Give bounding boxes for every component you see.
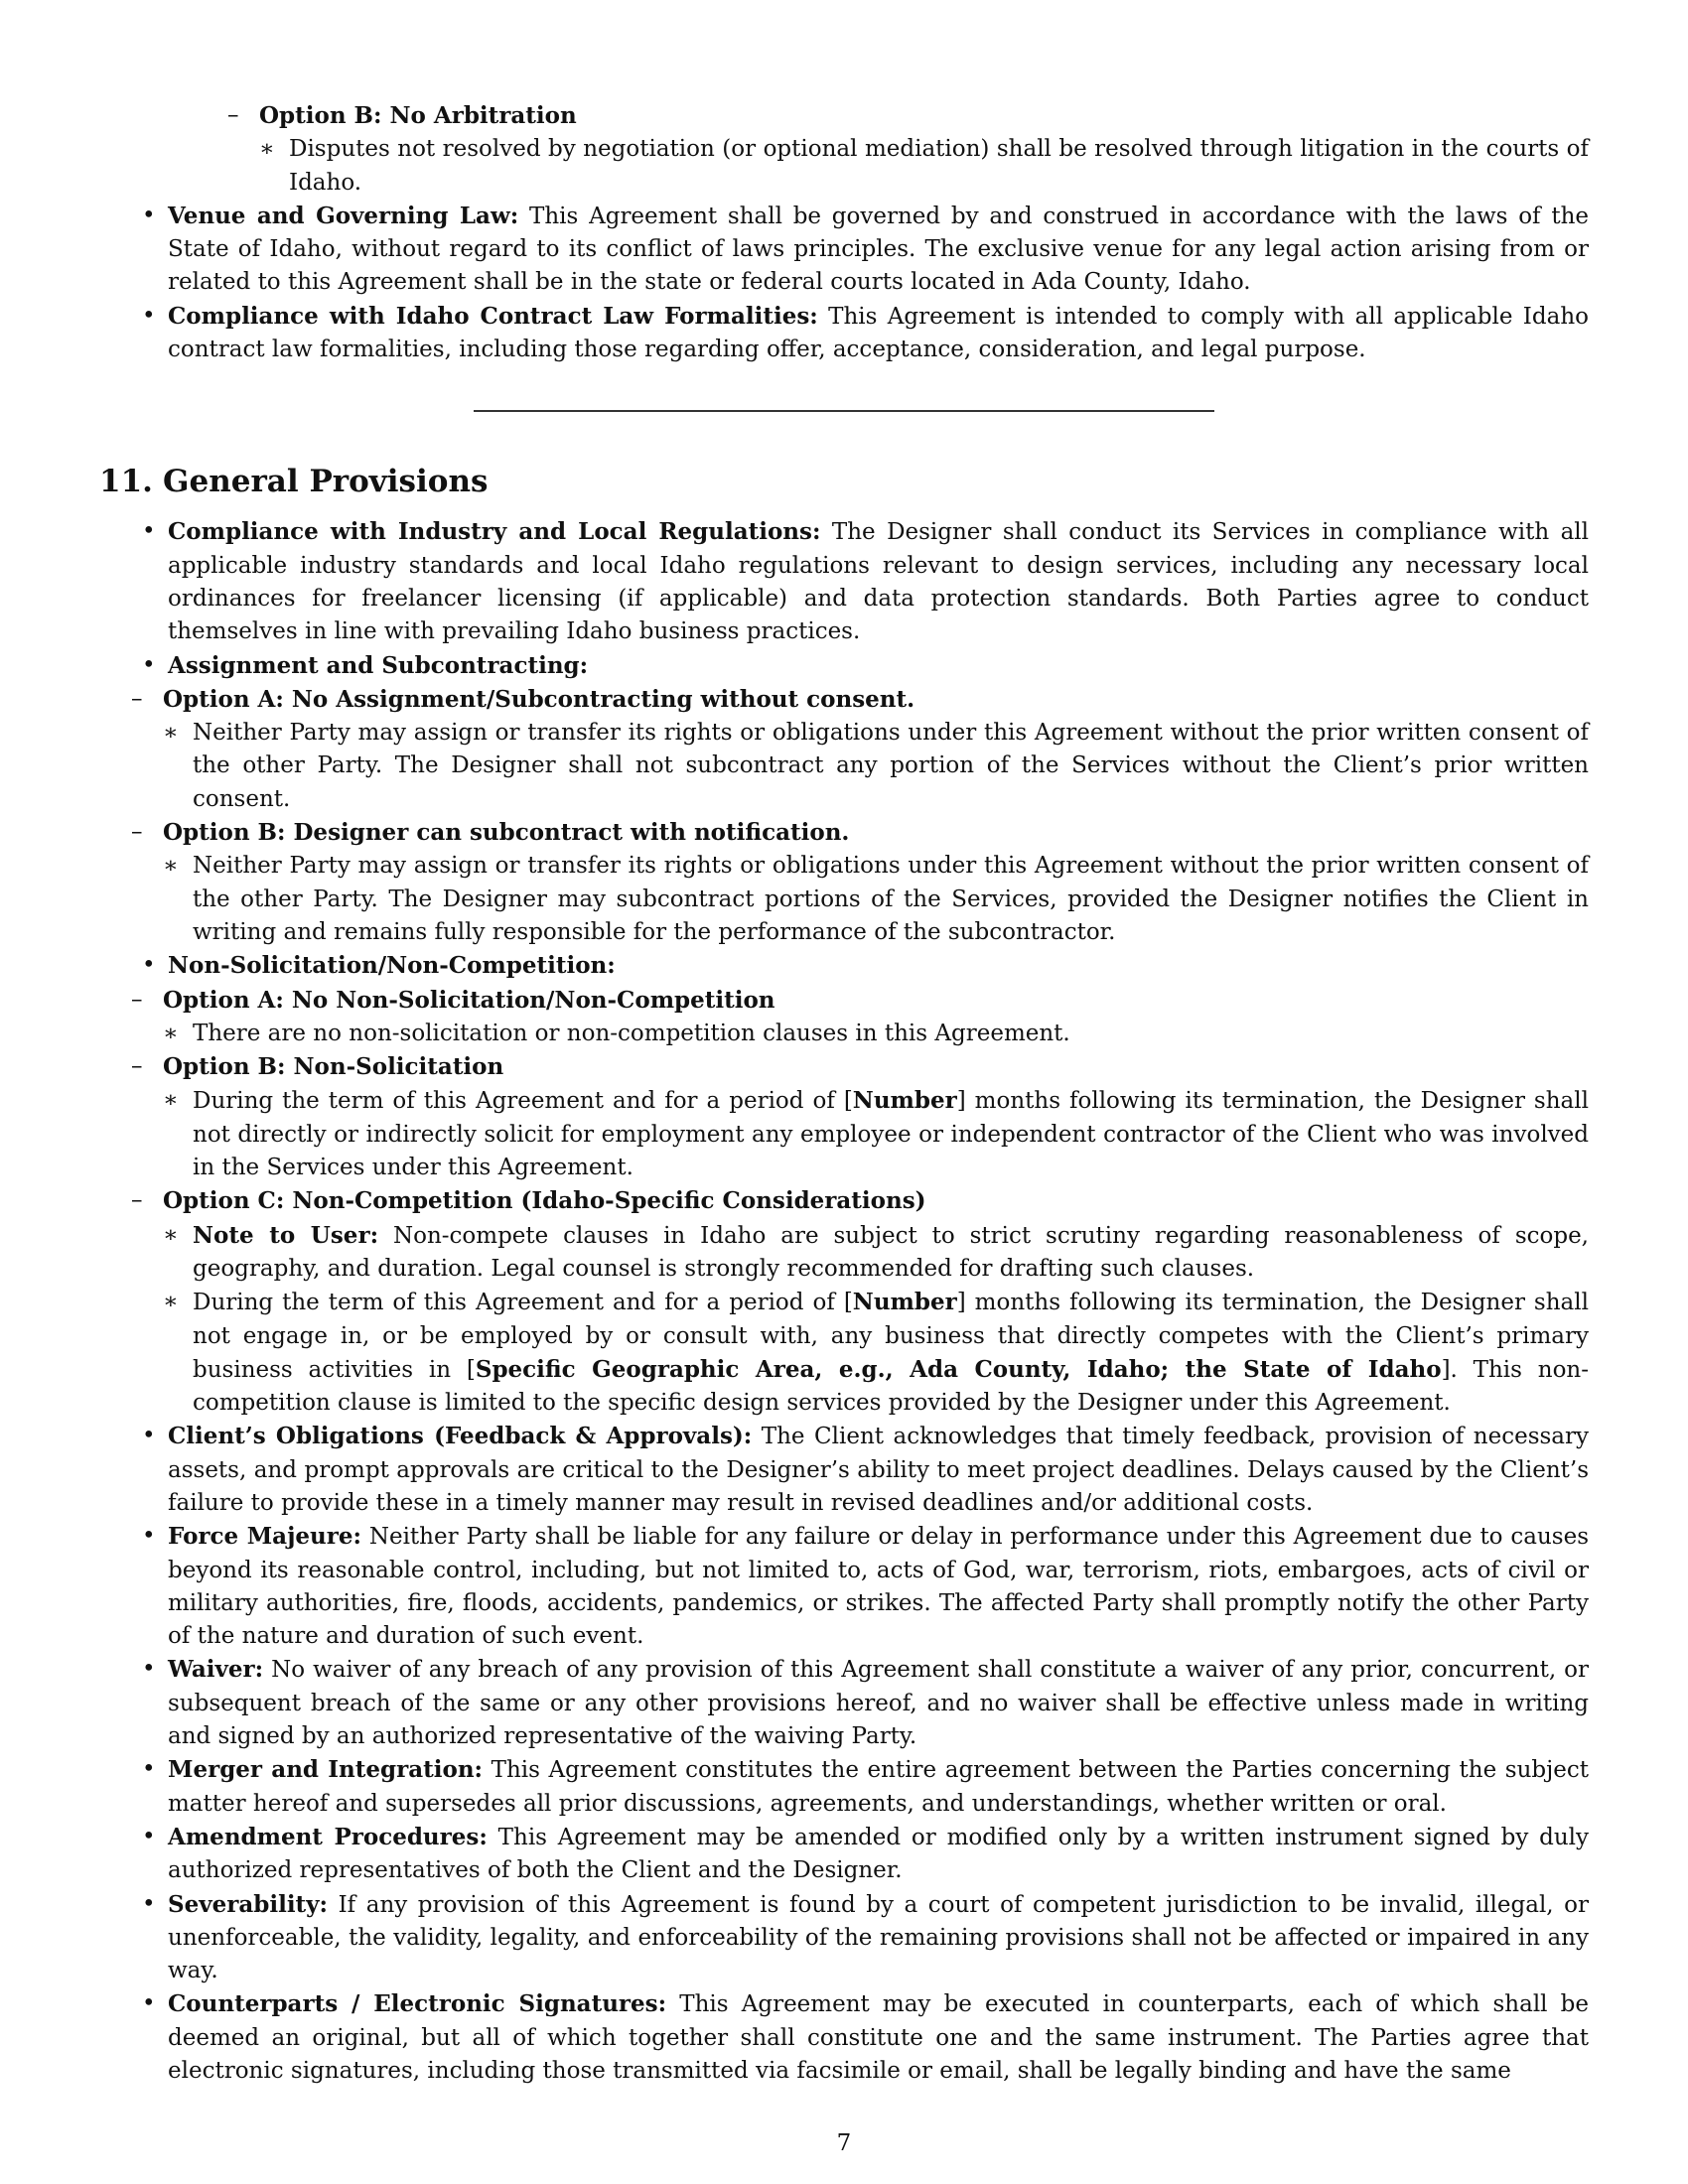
assignment-option-a-title: Option A: No Assignment/Subcontracting without consent. <box>163 685 915 713</box>
assignment-option-b <box>131 816 1589 949</box>
client-obligations-label: Client’s Obligations (Feedback & Approvals): <box>168 1423 753 1450</box>
non-compete-text-start: During the term of this Agreement and for a period of [ <box>193 1290 853 1316</box>
non-solicitation-option-a-title: Option A: No Non-Solicitation/Non-Competition <box>163 986 775 1014</box>
general-provisions-list <box>99 515 1589 2088</box>
assignment-options <box>131 683 1589 949</box>
severability-text: If any provision of this Agreement is found by a court of competent jurisdiction to be invalid, illegal, or unenforceable, the validity, legality, and enforceability of the remaining provisions shall not be affected or impaired in any way. <box>168 1891 1589 1984</box>
non-solicitation-option-b-details <box>163 1084 1589 1184</box>
non-solicitation-option-c-title: Option C: Non-Competition (Idaho-Specific Considerations) <box>163 1187 926 1215</box>
merger-label: Merger and Integration: <box>168 1756 484 1784</box>
non-solicitation-option-b-text-end: ] months following its termination, the Designer shall not directly or indirectly solicit for employment any employee or independent contractor of the Client who was involved in the Services under this Agreement. <box>193 1088 1589 1181</box>
assignment-option-b-text: ∗ Neither Party may assign or transfer its rights or obligations under this Agreement without the prior written consent of the other Party. The Designer may subcontract portions of the Services, provided the Designer notifies the Client in writing and remains fully responsible for the performance of the subcontractor. <box>163 850 1589 949</box>
non-compete-note-label: Note to User: <box>193 1221 379 1249</box>
non-solicitation-option-b <box>131 1050 1589 1184</box>
severability-clause <box>99 1888 1589 1988</box>
non-solicitation-label: Non-Solicitation/Non-Competition: <box>168 952 616 980</box>
venue-label: Venue and Governing Law: <box>168 202 519 229</box>
counterparts-clause <box>99 1987 1589 2088</box>
venue-text: This Agreement shall be governed by and construed in accordance with the laws of the State of Idaho, without regard to its conflict of laws principles. The exclusive venue for any legal action arising from or related to this Agreement shall be in the state or federal courts located in Ada County, Idaho. <box>168 203 1589 296</box>
non-compete-note-text: Non-compete clauses in Idaho are subject to strict scrutiny regarding reasonableness of scope, geography, and duration. Legal counsel is strongly recommended for drafting such clauses. <box>193 1222 1589 1282</box>
non-solicitation-option-c-details <box>163 1219 1589 1421</box>
force-majeure-label: Force Majeure: <box>168 1523 361 1551</box>
merger-clause <box>99 1753 1589 1821</box>
non-solicitation-option-c <box>131 1184 1589 1420</box>
compliance-text: The Designer shall conduct its Services in compliance with all applicable industry standards and local Idaho regulations relevant to design services, including any necessary local ordinances for freelancer licensing (if applicable) and data protection standards. Both Parties agree to conduct themselves in line with prevailing Idaho business practices. <box>168 519 1590 645</box>
page-number: 7 <box>836 2130 852 2156</box>
section-heading <box>99 462 1589 501</box>
non-solicitation-clause <box>99 949 1589 1420</box>
assignment-option-a <box>131 683 1589 816</box>
waiver-text: No waiver of any breach of any provision of this Agreement shall constitute a waiver of any prior, concurrent, or subsequent breach of the same or any other provisions hereof, and no waiver shall be effective unless made in writing and signed by an authorized representative of the waiving Party. <box>168 1657 1589 1750</box>
assignment-label: Assignment and Subcontracting: <box>168 651 589 679</box>
force-majeure-clause <box>99 1520 1589 1653</box>
severability-label: Severability: <box>168 1890 329 1918</box>
compliance-label: Compliance with Industry and Local Regulations: <box>168 518 821 546</box>
formalities-label: Compliance with Idaho Contract Law Formalities: <box>168 302 818 330</box>
section-title: General Provisions <box>163 464 489 500</box>
formalities-clause <box>99 300 1589 367</box>
section-divider <box>474 410 1214 412</box>
non-solicitation-option-b-text-start: During the term of this Agreement and for a period of [ <box>193 1088 853 1115</box>
merger-text: This Agreement constitutes the entire agreement between the Parties concerning the subject matter hereof and supersedes all prior discussions, agreements, and understandings, whether written or oral. <box>168 1757 1589 1817</box>
counterparts-text: This Agreement may be executed in counterparts, each of which shall be deemed an original, but all of which together shall constitute one and the same instrument. The Parties agree that electronic signatures, including those transmitted via facsimile or email, shall be legally binding and have the same <box>168 1991 1590 2085</box>
venue-clause <box>99 200 1589 300</box>
amendment-clause <box>99 1821 1589 1888</box>
arbitration-option-b-text: ∗ Disputes not resolved by negotiation (or optional mediation) shall be resolved through litigation in the courts of Idaho. <box>259 133 1589 200</box>
arbitration-option-b <box>227 99 1589 200</box>
non-solicitation-option-a-text: ∗ There are no non-solicitation or non-competition clauses in this Agreement. <box>163 1018 1589 1050</box>
assignment-option-a-details <box>163 717 1589 816</box>
client-obligations-text: The Client acknowledges that timely feedback, provision of necessary assets, and prompt approvals are critical to the Designer’s ability to meet project deadlines. Delays caused by the Client’s failure to provide these in a timely manner may result in revised deadlines and/or additional costs. <box>168 1424 1589 1516</box>
number-placeholder: Number <box>852 1087 957 1115</box>
section-number: 11. <box>99 464 153 500</box>
arbitration-options <box>99 99 1589 200</box>
number-placeholder: Number <box>852 1289 957 1316</box>
waiver-label: Waiver: <box>168 1656 264 1684</box>
arbitration-option-list <box>227 99 1589 200</box>
non-compete-text-middle: ] months following its termination, the Designer shall not engage in, or be employed by or consult with, any business that directly competes with the Client’s primary business activities in [ <box>193 1290 1589 1383</box>
non-solicitation-option-a <box>131 984 1589 1051</box>
non-solicitation-option-a-details <box>163 1018 1589 1050</box>
dispute-clauses-list <box>99 200 1589 366</box>
amendment-text: This Agreement may be amended or modified only by a written instrument signed by duly authorized representatives of both the Client and the Designer. <box>168 1824 1590 1884</box>
assignment-option-b-title: Option B: Designer can subcontract with notification. <box>163 819 850 847</box>
non-solicitation-options <box>131 984 1589 1421</box>
non-compete-note <box>163 1219 1589 1287</box>
page-content <box>99 99 1589 2088</box>
geographic-area-placeholder: Specific Geographic Area, e.g., Ada County, Idaho; the State of Idaho <box>475 1355 1442 1383</box>
compliance-clause <box>99 515 1589 648</box>
waiver-clause <box>99 1653 1589 1753</box>
amendment-label: Amendment Procedures: <box>168 1823 488 1850</box>
force-majeure-text: Neither Party shall be liable for any failure or delay in performance under this Agreement due to causes beyond its reasonable control, including, but not limited to, acts of God, war, terrorism, riots, embargoes, acts of civil or military authorities, fire, floods, accidents, pandemics, or strikes. The affected Party shall promptly notify the other Party of the nature and duration of such event. <box>168 1524 1589 1650</box>
non-compete-text-end: ]. This non-competition clause is limited to the specific design services provided by the Designer under this Agreement. <box>193 1356 1590 1417</box>
arbitration-option-b-title: Option B: No Arbitration <box>259 102 577 129</box>
arbitration-option-b-details <box>259 133 1589 200</box>
non-solicitation-option-b-text <box>163 1084 1589 1184</box>
assignment-clause <box>99 649 1589 950</box>
non-solicitation-option-b-title: Option B: Non-Solicitation <box>163 1053 504 1081</box>
non-compete-text <box>163 1286 1589 1420</box>
formalities-text: This Agreement is intended to comply with all applicable Idaho contract law formalities, including those regarding offer, acceptance, consideration, and legal purpose. <box>168 303 1589 363</box>
client-obligations-clause <box>99 1420 1589 1520</box>
assignment-option-b-details <box>163 850 1589 949</box>
assignment-option-a-text: ∗ Neither Party may assign or transfer its rights or obligations under this Agreement without the prior written consent of the other Party. The Designer shall not subcontract any portion of the Services without the Client’s prior written consent. <box>163 717 1589 816</box>
counterparts-label: Counterparts / Electronic Signatures: <box>168 1990 667 2018</box>
